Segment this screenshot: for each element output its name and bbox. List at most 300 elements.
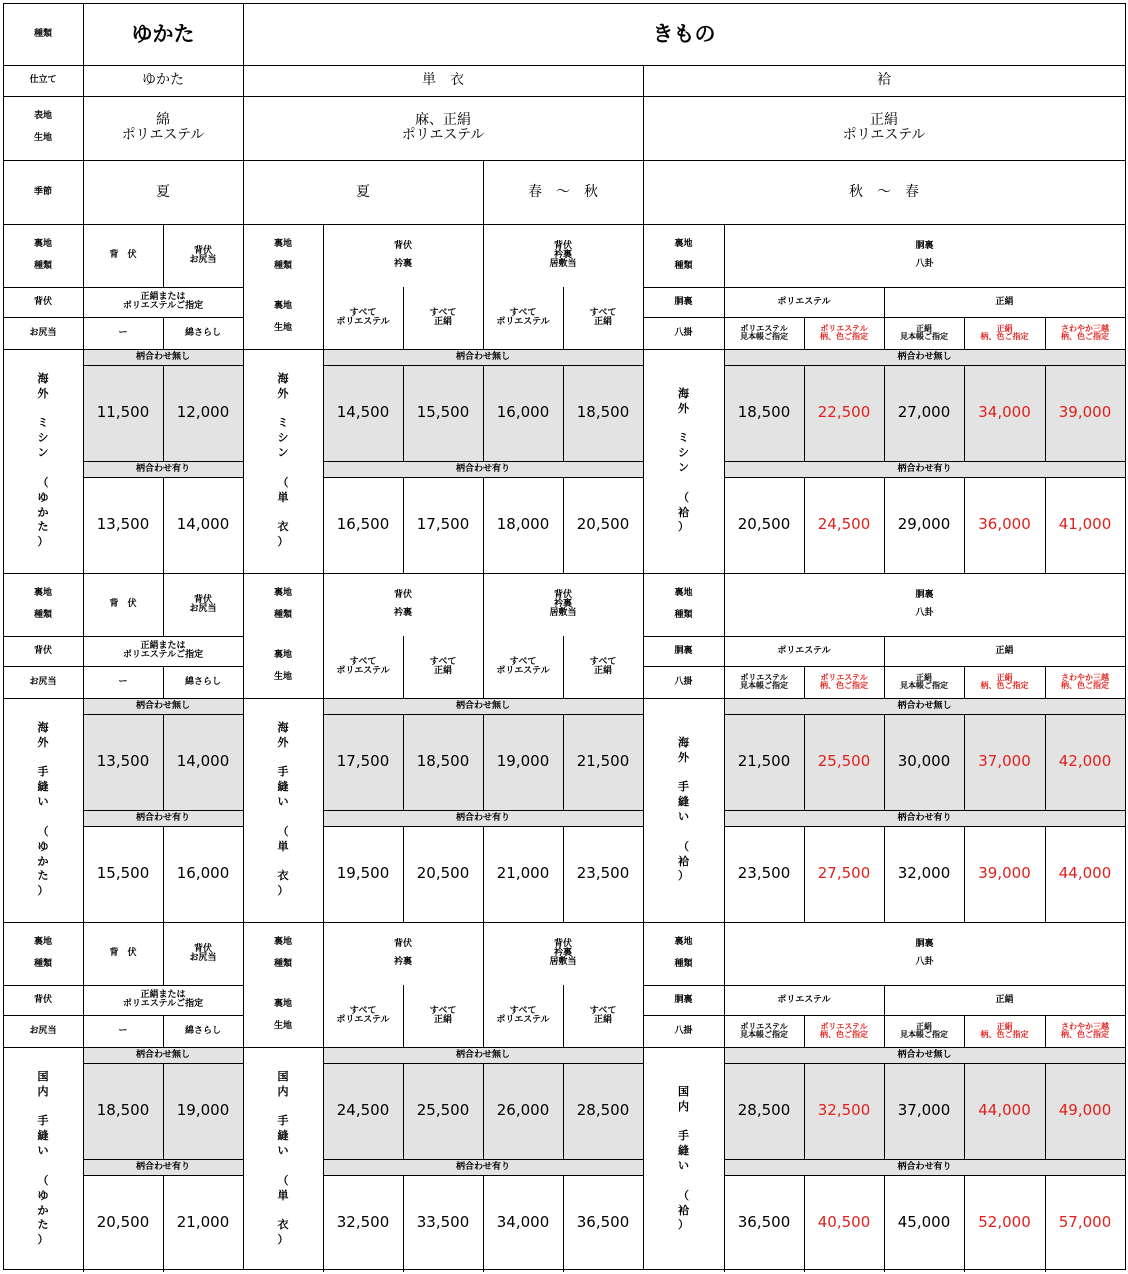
hitoe-all-poly: すべて ポリエステル [496,308,550,327]
price-pattern: 13,500 [96,515,150,534]
no-pattern-label: 柄合わせ無し [135,1049,190,1060]
oshiriate-none: ー [118,676,128,687]
pattern-label: 柄合わせ有り [135,463,190,474]
hakke-option: 正絹 見本帳ご指定 [900,673,948,690]
grid-line [323,224,324,574]
price-pattern: 36,500 [576,1213,630,1232]
grid-line [724,922,725,1272]
grid-line [643,287,725,288]
price-no-pattern: 14,500 [336,403,390,422]
grid-line [884,317,885,350]
grid-line [323,922,324,1272]
price-pattern: 14,000 [176,515,230,534]
kimono-title: きもの [652,21,716,46]
grid-line [403,985,404,1048]
price-pattern: 19,500 [336,864,390,883]
grid-line [884,477,885,574]
grid-line [1045,477,1046,574]
price-no-pattern: 19,000 [496,752,550,771]
grid-line [3,349,1126,350]
grid-line [804,317,805,350]
price-no-pattern: 21,500 [737,752,791,771]
grid-line [3,224,1126,225]
hakke-option: 正絹 柄、色ご指定 [980,1022,1029,1039]
hitoe-all-poly: すべて ポリエステル [336,657,390,676]
oshiriate-none: ー [118,1025,128,1036]
hakke-option: さわやか三越 柄、色ご指定 [1061,673,1109,690]
price-pattern: 18,000 [496,515,550,534]
price-no-pattern: 37,000 [897,1101,951,1120]
grid-line [403,477,404,574]
no-pattern-label: 柄合わせ無し [897,700,952,711]
no-pattern-label: 柄合わせ無し [897,351,952,362]
oshiriate-none: ー [118,327,128,338]
price-pattern: 20,500 [416,864,470,883]
yukata-sebuse: 背 伏 [109,250,137,260]
douura-label: 胴裏 [674,296,693,307]
grid-line [163,224,164,288]
tailoring-yukata: ゆかた [142,72,184,89]
season-label: 季節 [33,186,52,197]
price-pattern: 40,500 [817,1213,871,1232]
hitoe-all-silk: すべて 正絹 [589,1006,617,1025]
price-no-pattern: 25,500 [416,1101,470,1120]
fabric-hitoe: 麻、正絹 ポリエステル [401,112,485,143]
grid-line [563,636,564,699]
grid-line [804,477,805,574]
pattern-label: 柄合わせ有り [897,463,952,474]
grid-line [3,985,244,986]
grid-line [3,65,1126,66]
grid-line [403,1175,404,1272]
grid-line [3,160,1126,161]
grid-line [884,666,885,699]
grid-line [724,826,1126,827]
price-pattern: 21,000 [496,864,550,883]
grid-line [964,365,965,462]
hakke-option: ポリエステル 見本帳ご指定 [740,1022,788,1039]
grid-line [163,365,164,462]
grid-line [964,1063,965,1160]
fabric-label: 表地 生地 [33,111,52,143]
grid-line [1045,666,1046,699]
price-no-pattern: 34,000 [978,403,1031,422]
price-pattern: 32,000 [897,864,951,883]
price-pattern: 45,000 [897,1213,951,1232]
hitoe-lining-type-label: 裏地 種類 [273,936,292,969]
grid-line [403,714,404,811]
grid-line [724,287,1126,288]
grid-line [724,477,1126,478]
price-pattern: 27,500 [817,864,871,883]
tailoring-awase: 袷 [877,72,891,89]
grid-line [3,287,244,288]
price-no-pattern: 24,500 [336,1101,390,1120]
hitoe-all-silk: すべて 正絹 [429,308,457,327]
lining-type-label: 裏地 種類 [33,587,52,620]
price-no-pattern: 18,500 [576,403,630,422]
awase-lining: 胴裏 八卦 [915,590,934,618]
price-pattern: 57,000 [1058,1213,1112,1232]
method-label-awase: 国 内 手 縫 い （ 袷 ） [678,1084,689,1232]
price-pattern: 20,500 [96,1213,150,1232]
sebuse-label: 背伏 [33,994,52,1005]
douura-poly: ポリエステル [777,645,831,656]
hitoe-all-poly: すべて ポリエステル [336,308,390,327]
grid-line [884,714,885,811]
price-no-pattern: 11,500 [96,403,150,422]
grid-line [804,826,805,923]
hakke-label: 八掛 [674,327,693,338]
price-no-pattern: 28,500 [737,1101,791,1120]
grid-line [403,365,404,462]
yukata-sebuse-oshiriate: 背伏 お尻当 [189,943,217,963]
grid-line [643,636,725,637]
no-pattern-label: 柄合わせ無し [897,1049,952,1060]
yukata-sebuse: 背 伏 [109,599,137,609]
hakke-option: ポリエステル 柄、色ご指定 [820,324,868,341]
price-pattern: 17,500 [416,515,470,534]
grid-line [3,698,1126,699]
grid-line [83,3,84,225]
season-hitoe-spring: 春 ～ 秋 [528,183,598,200]
grid-line [804,666,805,699]
price-pattern: 16,000 [176,864,230,883]
awase-lining-type-label: 裏地 種類 [674,587,693,620]
grid-line [1045,1063,1046,1160]
grid-line [804,365,805,462]
no-pattern-label: 柄合わせ無し [455,351,510,362]
hitoe-lining-a: 背伏 衿裏 [393,590,412,618]
price-no-pattern: 32,500 [817,1101,871,1120]
grid-line [483,224,484,288]
hitoe-lining-b: 背伏 衿裏 居敷当 [549,939,577,967]
grid-line [403,636,404,699]
douura-poly: ポリエステル [777,296,831,307]
grid-line [163,714,164,811]
grid-line [483,365,484,462]
tailoring-hitoe: 単 衣 [422,72,464,89]
grid-line [163,1175,164,1272]
grid-line [884,1175,885,1272]
grid-line [724,1159,1126,1160]
hakke-option: 正絹 柄、色ご指定 [980,673,1029,690]
yukata-sebuse: 背 伏 [109,948,137,958]
oshiriate-label: お尻当 [29,327,57,338]
grid-line [483,714,484,811]
grid-line [563,477,564,574]
pattern-label: 柄合わせ有り [135,1161,190,1172]
season-hitoe-summer: 夏 [356,183,370,200]
price-pattern: 36,000 [978,515,1031,534]
grid-line [884,636,885,667]
hitoe-all-silk: すべて 正絹 [589,657,617,676]
price-pattern: 34,000 [496,1213,550,1232]
grid-line [163,1015,164,1048]
grid-line [1045,714,1046,811]
hitoe-lining-fabric-label: 裏地 生地 [273,301,292,333]
sebuse-option: 正絹または ポリエステルご指定 [122,641,204,660]
oshiriate-cotton: 綿さらし [184,1025,221,1036]
hitoe-lining-b: 背伏 衿裏 居敷当 [549,590,577,618]
yukata-sebuse-oshiriate: 背伏 お尻当 [189,594,217,614]
price-no-pattern: 21,500 [576,752,630,771]
grid-line [1045,1175,1046,1272]
season-yukata: 夏 [156,183,170,200]
grid-line [403,1063,404,1160]
oshiriate-cotton: 綿さらし [184,327,221,338]
fabric-awase: 正絹 ポリエステル [842,112,926,143]
method-label-awase: 海 外 ミ シ ン （ 袷 ） [678,386,689,534]
price-pattern: 23,500 [576,864,630,883]
hakke-option: ポリエステル 柄、色ご指定 [820,1022,868,1039]
type-label: 種類 [33,28,52,39]
no-pattern-label: 柄合わせ無し [455,1049,510,1060]
grid-line [884,365,885,462]
awase-lining: 胴裏 八卦 [915,241,934,269]
lining-type-label: 裏地 種類 [33,936,52,969]
grid-line [83,922,84,1272]
grid-line [964,666,965,699]
grid-line [163,922,164,986]
hitoe-all-poly: すべて ポリエステル [336,1006,390,1025]
price-pattern: 29,000 [897,515,951,534]
hakke-option: ポリエステル 柄、色ご指定 [820,673,868,690]
price-no-pattern: 27,000 [897,403,951,422]
grid-line [483,1063,484,1160]
yukata-sebuse-oshiriate: 背伏 お尻当 [189,245,217,265]
price-pattern: 39,000 [978,864,1031,883]
sebuse-option: 正絹または ポリエステルご指定 [122,292,204,311]
price-no-pattern: 16,000 [496,403,550,422]
grid-line [483,922,484,986]
price-no-pattern: 30,000 [897,752,951,771]
grid-line [483,826,484,923]
price-no-pattern: 42,000 [1058,752,1112,771]
method-label-awase: 海 外 手 縫 い （ 袷 ） [678,735,689,883]
price-pattern: 20,500 [737,515,791,534]
grid-line [724,1063,1126,1064]
price-no-pattern: 19,000 [176,1101,230,1120]
tailoring-label: 仕立て [29,75,57,85]
grid-line [724,573,725,923]
method-label-hitoe: 海 外 ミ シ ン （ 単 衣 ） [277,371,289,549]
sebuse-label: 背伏 [33,296,52,307]
price-pattern: 16,500 [336,515,390,534]
price-no-pattern: 25,500 [817,752,871,771]
hakke-option: 正絹 柄、色ご指定 [980,324,1029,341]
price-no-pattern: 28,500 [576,1101,630,1120]
hakke-option: さわやか三越 柄、色ご指定 [1061,324,1109,341]
price-pattern: 15,500 [96,864,150,883]
grid-line [3,573,1126,574]
method-label-yukata: 国 内 手 縫 い （ ゆ か た ） [37,1069,49,1247]
pattern-label: 柄合わせ有り [455,812,510,823]
grid-line [964,1015,965,1048]
grid-line [1045,1015,1046,1048]
method-label-yukata: 海 外 ミ シ ン （ ゆ か た ） [37,371,49,549]
grid-line [3,317,244,318]
douura-silk: 正絹 [995,645,1014,656]
hitoe-all-poly: すべて ポリエステル [496,1006,550,1025]
pattern-label: 柄合わせ有り [135,812,190,823]
pattern-label: 柄合わせ有り [455,463,510,474]
grid-line [964,1175,965,1272]
hitoe-lining-type-label: 裏地 種類 [273,238,292,271]
douura-label: 胴裏 [674,994,693,1005]
no-pattern-label: 柄合わせ無し [135,700,190,711]
grid-line [3,666,244,667]
grid-line [403,287,404,350]
grid-line [163,826,164,923]
price-pattern: 23,500 [737,864,791,883]
grid-line [483,636,484,699]
grid-line [724,224,725,574]
grid-line [3,1047,1126,1048]
price-pattern: 32,500 [336,1213,390,1232]
hitoe-lining-a: 背伏 衿裏 [393,939,412,967]
awase-lining: 胴裏 八卦 [915,939,934,967]
grid-line [563,1175,564,1272]
price-no-pattern: 18,500 [737,403,791,422]
grid-line [804,1015,805,1048]
lining-type-label: 裏地 種類 [33,238,52,271]
grid-line [563,826,564,923]
oshiriate-cotton: 綿さらし [184,676,221,687]
grid-line [724,461,1126,462]
douura-poly: ポリエステル [777,994,831,1005]
grid-line [483,985,484,1048]
hakke-option: 正絹 見本帳ご指定 [900,324,948,341]
hakke-label: 八掛 [674,1025,693,1036]
grid-line [3,636,244,637]
grid-line [403,826,404,923]
fabric-yukata: 綿 ポリエステル [121,112,205,143]
grid-line [3,3,1126,4]
price-pattern: 24,500 [817,515,871,534]
douura-silk: 正絹 [995,994,1014,1005]
yukata-title: ゆかた [131,21,195,46]
grid-line [643,985,725,986]
grid-line [724,985,1126,986]
grid-line [483,160,484,225]
grid-line [163,477,164,574]
hitoe-lining-fabric-label: 裏地 生地 [273,999,292,1031]
hitoe-all-silk: すべて 正絹 [429,1006,457,1025]
price-no-pattern: 22,500 [817,403,871,422]
oshiriate-label: お尻当 [29,676,57,687]
price-no-pattern: 49,000 [1058,1101,1112,1120]
no-pattern-label: 柄合わせ無し [135,351,190,362]
grid-line [563,365,564,462]
grid-line [563,287,564,350]
grid-line [3,96,1126,97]
grid-line [3,922,1126,923]
price-pattern: 20,500 [576,515,630,534]
grid-line [884,1063,885,1160]
price-no-pattern: 12,000 [176,403,230,422]
grid-line [83,224,84,574]
grid-line [1045,826,1046,923]
awase-lining-type-label: 裏地 種類 [674,936,693,969]
grid-line [163,666,164,699]
method-label-hitoe: 国 内 手 縫 い （ 単 衣 ） [277,1069,289,1247]
method-label-hitoe: 海 外 手 縫 い （ 単 衣 ） [277,720,289,898]
hitoe-lining-b: 背伏 衿裏 居敷当 [549,241,577,269]
season-awase: 秋 ～ 春 [849,183,919,200]
grid-line [724,810,1126,811]
awase-lining-type-label: 裏地 種類 [674,238,693,271]
grid-line [804,1175,805,1272]
grid-line [724,1175,1126,1176]
price-pattern: 21,000 [176,1213,230,1232]
grid-line [563,985,564,1048]
grid-line [83,573,84,923]
douura-label: 胴裏 [674,645,693,656]
price-no-pattern: 18,500 [96,1101,150,1120]
grid-line [3,1015,244,1016]
hakke-label: 八掛 [674,676,693,687]
hakke-option: 正絹 見本帳ご指定 [900,1022,948,1039]
hakke-option: さわやか三越 柄、色ご指定 [1061,1022,1109,1039]
grid-line [964,714,965,811]
grid-line [804,1063,805,1160]
grid-line [724,636,1126,637]
price-no-pattern: 14,000 [176,752,230,771]
grid-line [563,1063,564,1160]
grid-line [724,714,1126,715]
hitoe-all-silk: すべて 正絹 [589,308,617,327]
grid-line [163,1063,164,1160]
grid-line [483,573,484,637]
grid-line [163,573,164,637]
pattern-label: 柄合わせ有り [455,1161,510,1172]
grid-line [884,1015,885,1048]
grid-line [483,477,484,574]
grid-line [804,714,805,811]
price-no-pattern: 39,000 [1058,403,1112,422]
price-no-pattern: 17,500 [336,752,390,771]
grid-line [964,317,965,350]
hitoe-all-silk: すべて 正絹 [429,657,457,676]
hitoe-all-poly: すべて ポリエステル [496,657,550,676]
pattern-label: 柄合わせ有り [897,1161,952,1172]
douura-silk: 正絹 [995,296,1014,307]
sebuse-label: 背伏 [33,645,52,656]
grid-line [1045,317,1046,350]
price-pattern: 44,000 [1058,864,1112,883]
price-no-pattern: 15,500 [416,403,470,422]
sebuse-option: 正絹または ポリエステルご指定 [122,990,204,1009]
price-no-pattern: 26,000 [496,1101,550,1120]
hitoe-lining-type-label: 裏地 種類 [273,587,292,620]
grid-line [884,985,885,1016]
grid-line [483,287,484,350]
hitoe-lining-fabric-label: 裏地 生地 [273,650,292,682]
grid-line [483,1175,484,1272]
hakke-option: ポリエステル 見本帳ご指定 [740,673,788,690]
price-no-pattern: 44,000 [978,1101,1031,1120]
oshiriate-label: お尻当 [29,1025,57,1036]
grid-line [563,714,564,811]
pattern-label: 柄合わせ有り [897,812,952,823]
price-no-pattern: 18,500 [416,752,470,771]
grid-line [1045,365,1046,462]
price-no-pattern: 37,000 [978,752,1031,771]
grid-line [323,573,324,923]
grid-line [884,287,885,318]
grid-line [964,826,965,923]
